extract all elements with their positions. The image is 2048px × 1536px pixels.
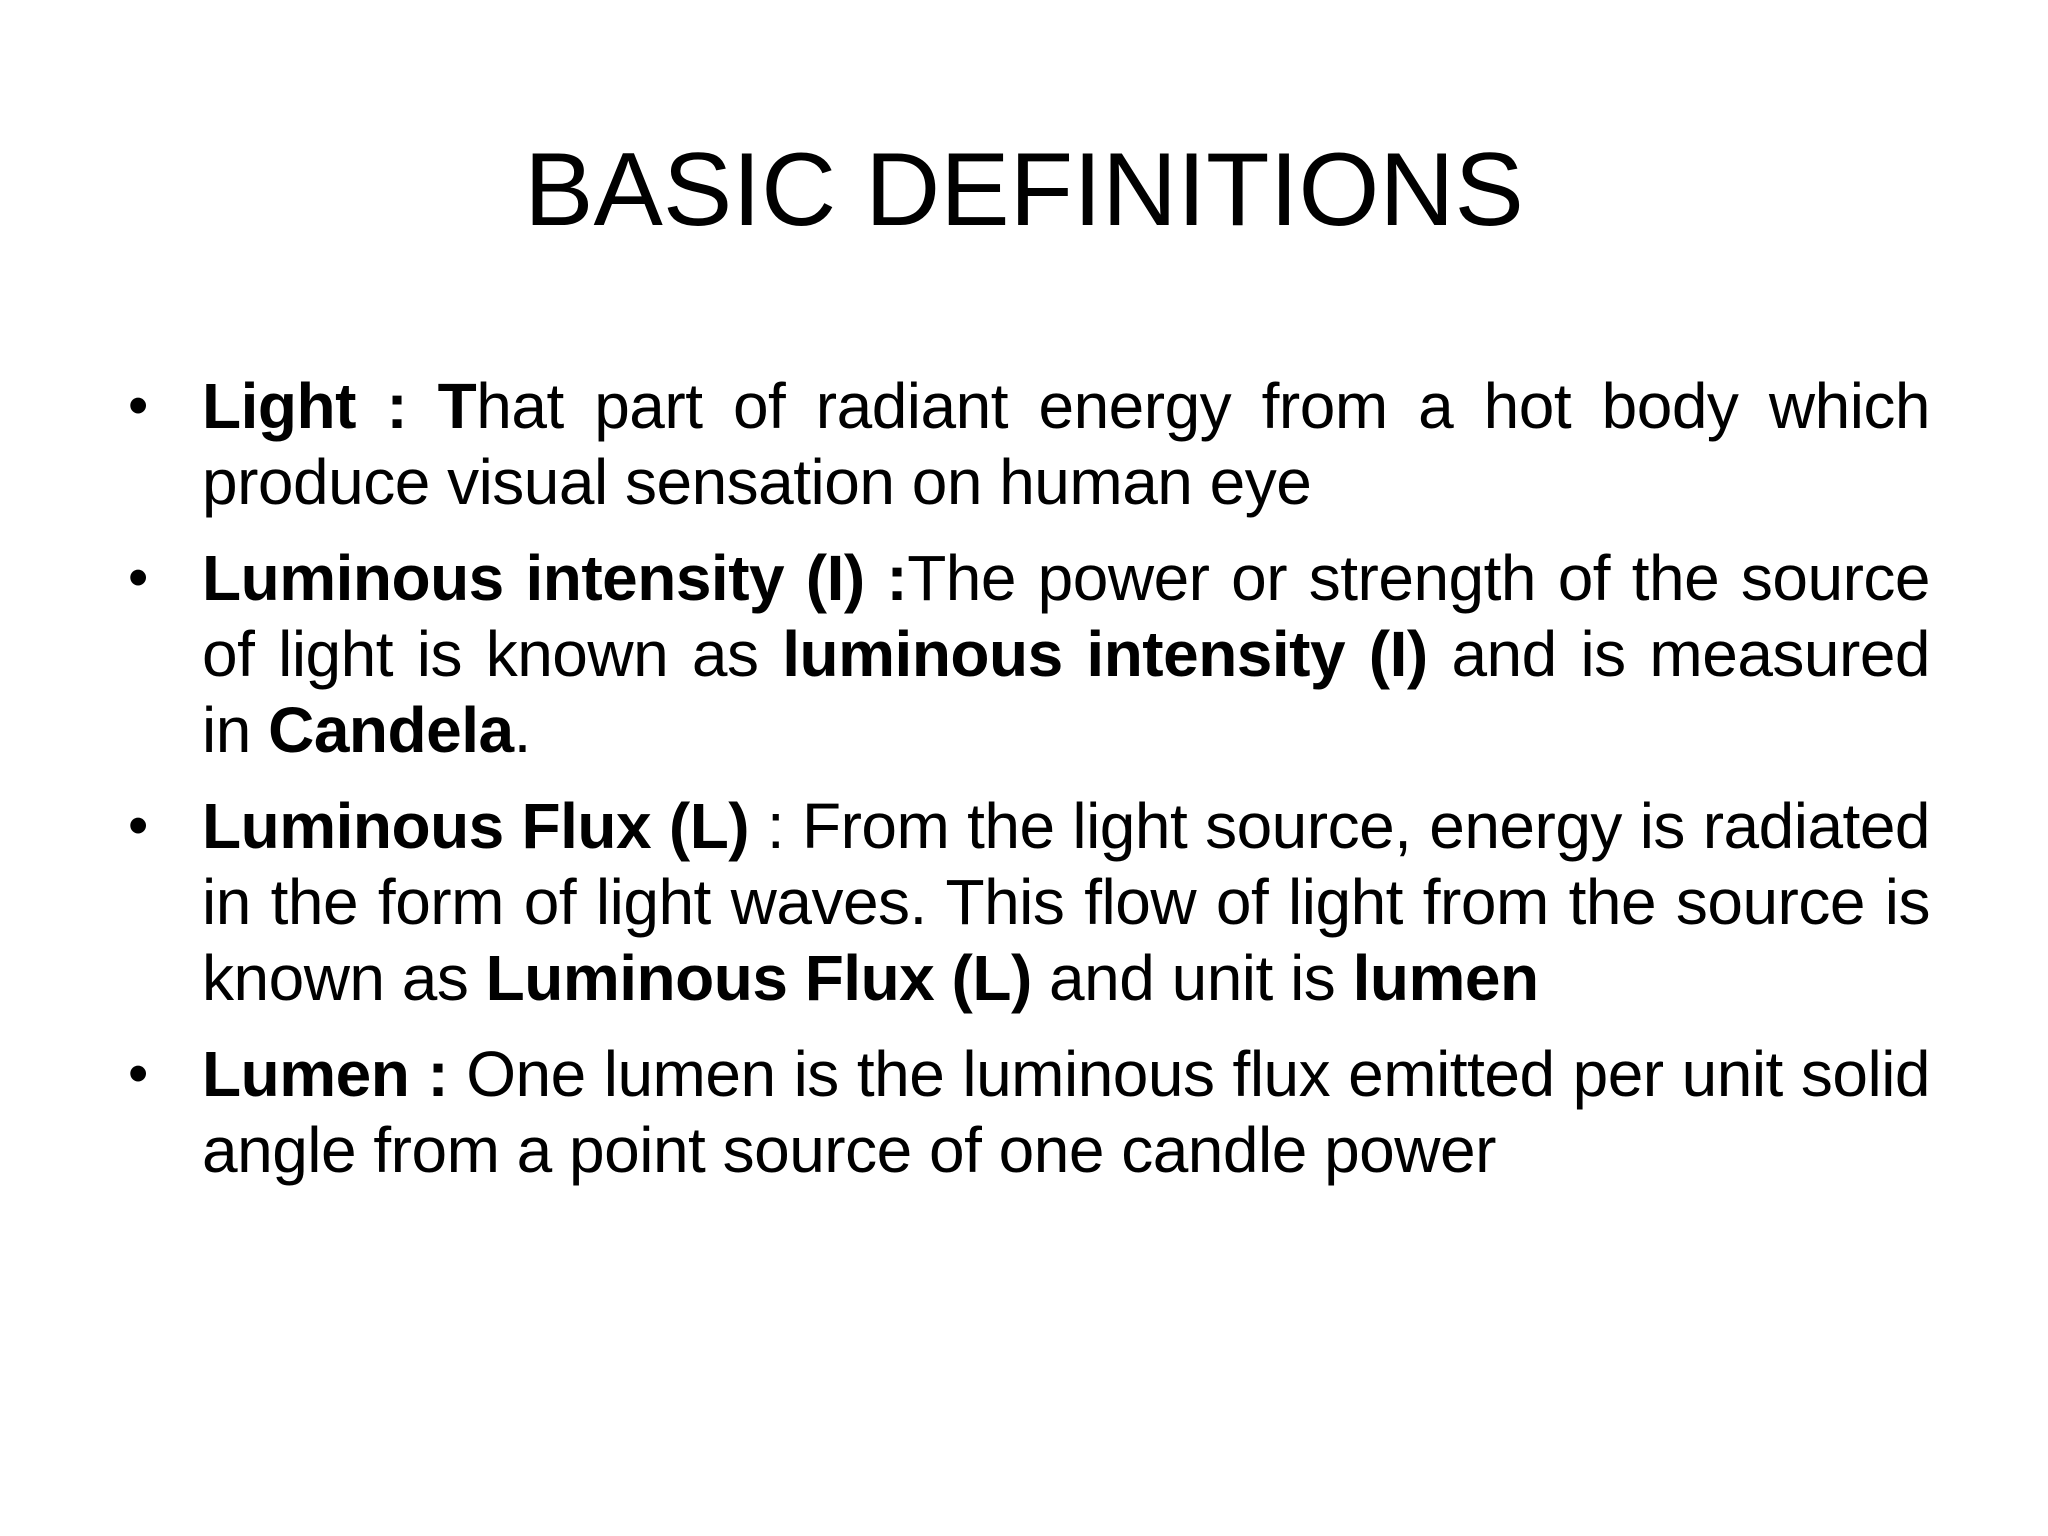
- definitions-list: [120, 368, 1930, 1208]
- definition-lumen: One lumen is the luminous flux emitted per unit solid angle from a point source of one candle power: [202, 1038, 1931, 1186]
- bullet-icon: •: [128, 545, 149, 610]
- definition-light: hat part of radiant energy from a hot body which produce visual sensation on human eye: [202, 370, 1931, 518]
- term-lumen: Lumen :: [202, 1038, 449, 1110]
- list-item-luminous-flux: [120, 788, 1930, 1016]
- term-light: Light : T: [202, 370, 477, 442]
- list-item-lumen: [120, 1036, 1930, 1188]
- definition-part: and unit is: [1031, 942, 1353, 1014]
- bullet-icon: •: [128, 1041, 149, 1106]
- definition-text: [202, 540, 1930, 768]
- emphasis-candela: Candela: [268, 694, 514, 766]
- definition-part: and is measured in: [202, 618, 1931, 766]
- term-luminous-flux: Luminous Flux (L): [202, 790, 750, 862]
- definition-text: [202, 1036, 1930, 1188]
- emphasis-lumen: lumen: [1352, 942, 1539, 1014]
- definition-part: : From the light source, energy is radiated in the form of light waves. This flow of light from the source is known as: [202, 790, 1931, 1014]
- slide-title: BASIC DEFINITIONS: [524, 132, 1524, 248]
- list-item-light: [120, 368, 1930, 520]
- definition-text: [202, 788, 1930, 1016]
- definition-part: The power or strength of the source of light is known as: [202, 542, 1930, 690]
- emphasis-luminous-intensity: luminous intensity (I): [782, 618, 1428, 690]
- term-luminous-intensity: Luminous intensity (I) :: [202, 542, 908, 614]
- emphasis-luminous-flux: Luminous Flux (L): [485, 942, 1032, 1014]
- definition-part: .: [513, 694, 531, 766]
- definition-text: [202, 368, 1930, 520]
- list-item-luminous-intensity: [120, 540, 1930, 768]
- bullet-icon: •: [128, 793, 149, 858]
- bullet-icon: •: [128, 373, 149, 438]
